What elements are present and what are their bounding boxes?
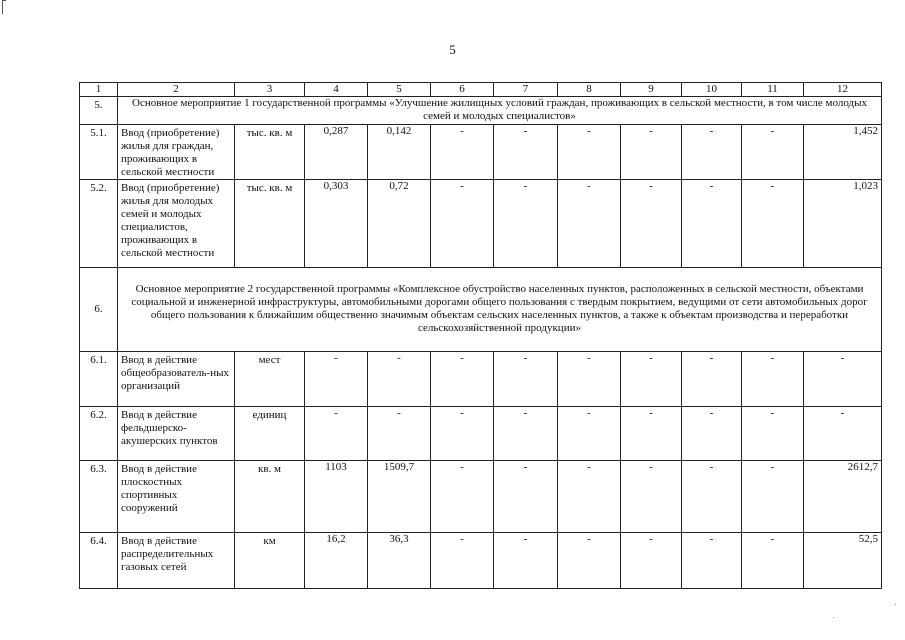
value-cell: - [558, 460, 621, 532]
unit-cell: кв. м [235, 460, 305, 532]
value-cell: - [682, 124, 742, 179]
unit-cell: тыс. кв. м [235, 179, 305, 267]
value-cell: - [494, 460, 558, 532]
value-cell: - [621, 532, 682, 588]
header-cell: 8 [558, 83, 621, 97]
row-number: 5.1. [80, 124, 118, 179]
value-cell: - [431, 124, 494, 179]
table-row [80, 179, 882, 267]
table-row [80, 460, 882, 532]
header-cell: 10 [682, 83, 742, 97]
unit-cell: тыс. кв. м [235, 124, 305, 179]
section-title: Основное мероприятие 2 государственной программы «Комплексное обустройство населенных пунктов, расположенных в сельской местности, объектами социальной и инженерной инфраструктуры, автомобильными дорогами общего пользования с твердым покрытием, ведущими от сети автомобильных дорог общего пользования к ближайшим общественно значимым объектам сельских населенных пунктов, а также к объектам производства и переработки сельскохозяйственной продукции» [118, 267, 882, 351]
scan-speck [895, 604, 896, 605]
section-number: 5. [80, 96, 118, 124]
value-cell: - [682, 532, 742, 588]
value-cell: - [431, 406, 494, 460]
value-cell: - [742, 532, 804, 588]
value-cell: 36,3 [368, 532, 431, 588]
section-title: Основное мероприятие 1 государственной программы «Улучшение жилищных условий граждан, проживающих в сельской местности, в том числе молодых семей и молодых специалистов» [118, 96, 882, 124]
scan-speck [833, 617, 834, 618]
value-cell: - [431, 351, 494, 406]
value-cell: 0,72 [368, 179, 431, 267]
value-cell: - [558, 406, 621, 460]
value-cell: 16,2 [305, 532, 368, 588]
value-cell: - [682, 179, 742, 267]
row-number: 6.2. [80, 406, 118, 460]
header-cell: 3 [235, 83, 305, 97]
header-cell: 11 [742, 83, 804, 97]
value-cell: - [494, 351, 558, 406]
indicator-name: Ввод в действие распределительных газовых сетей [118, 532, 235, 588]
value-cell: 0,142 [368, 124, 431, 179]
value-cell: - [494, 532, 558, 588]
value-cell: - [682, 406, 742, 460]
value-cell: 52,5 [804, 532, 882, 588]
value-cell: - [742, 179, 804, 267]
value-cell: 1509,7 [368, 460, 431, 532]
header-cell: 5 [368, 83, 431, 97]
value-cell: - [621, 179, 682, 267]
row-number: 6.1. [80, 351, 118, 406]
value-cell: - [558, 124, 621, 179]
value-cell: - [558, 179, 621, 267]
header-cell: 6 [431, 83, 494, 97]
header-cell: 4 [305, 83, 368, 97]
header-cell: 9 [621, 83, 682, 97]
value-cell: 1103 [305, 460, 368, 532]
table-row [80, 532, 882, 588]
header-cell: 7 [494, 83, 558, 97]
value-cell: - [558, 351, 621, 406]
indicator-name: Ввод (приобретение) жилья для молодых семей и молодых специалистов, проживающих в сельской местности [118, 179, 235, 267]
section-row [80, 96, 882, 124]
value-cell: - [431, 460, 494, 532]
indicator-name: Ввод в действие общеобразователь-ных организаций [118, 351, 235, 406]
value-cell: - [494, 406, 558, 460]
header-cell: 2 [118, 83, 235, 97]
value-cell: 1,452 [804, 124, 882, 179]
value-cell: 1,023 [804, 179, 882, 267]
value-cell: - [494, 179, 558, 267]
table-row [80, 351, 882, 406]
unit-cell: км [235, 532, 305, 588]
value-cell: - [431, 532, 494, 588]
header-cell: 1 [80, 83, 118, 97]
scan-corner-mark [2, 0, 6, 14]
indicator-name: Ввод в действие фельдшерско-акушерских пунктов [118, 406, 235, 460]
value-cell: - [742, 351, 804, 406]
value-cell: - [558, 532, 621, 588]
unit-cell: единиц [235, 406, 305, 460]
indicator-name: Ввод (приобретение) жилья для граждан, проживающих в сельской местности [118, 124, 235, 179]
value-cell: - [682, 351, 742, 406]
value-cell: - [305, 351, 368, 406]
row-number: 6.4. [80, 532, 118, 588]
value-cell: - [804, 406, 882, 460]
row-number: 5.2. [80, 179, 118, 267]
row-number: 6.3. [80, 460, 118, 532]
value-cell: - [742, 460, 804, 532]
value-cell: - [621, 406, 682, 460]
header-cell: 12 [804, 83, 882, 97]
page-number: 5 [449, 42, 456, 57]
value-cell: 0,287 [305, 124, 368, 179]
value-cell: - [494, 124, 558, 179]
value-cell: - [682, 460, 742, 532]
value-cell: - [742, 124, 804, 179]
table-row [80, 406, 882, 460]
value-cell: - [621, 460, 682, 532]
header-row [80, 83, 882, 97]
value-cell: - [305, 406, 368, 460]
value-cell: 0,303 [305, 179, 368, 267]
unit-cell: мест [235, 351, 305, 406]
value-cell: - [742, 406, 804, 460]
indicators-table [79, 82, 882, 589]
value-cell: - [431, 179, 494, 267]
indicator-name: Ввод в действие плоскостных спортивных сооружений [118, 460, 235, 532]
table-row [80, 124, 882, 179]
value-cell: - [368, 351, 431, 406]
value-cell: - [621, 351, 682, 406]
value-cell: - [804, 351, 882, 406]
value-cell: - [621, 124, 682, 179]
value-cell: 2612,7 [804, 460, 882, 532]
section-row [80, 267, 882, 351]
section-number: 6. [80, 267, 118, 351]
value-cell: - [368, 406, 431, 460]
